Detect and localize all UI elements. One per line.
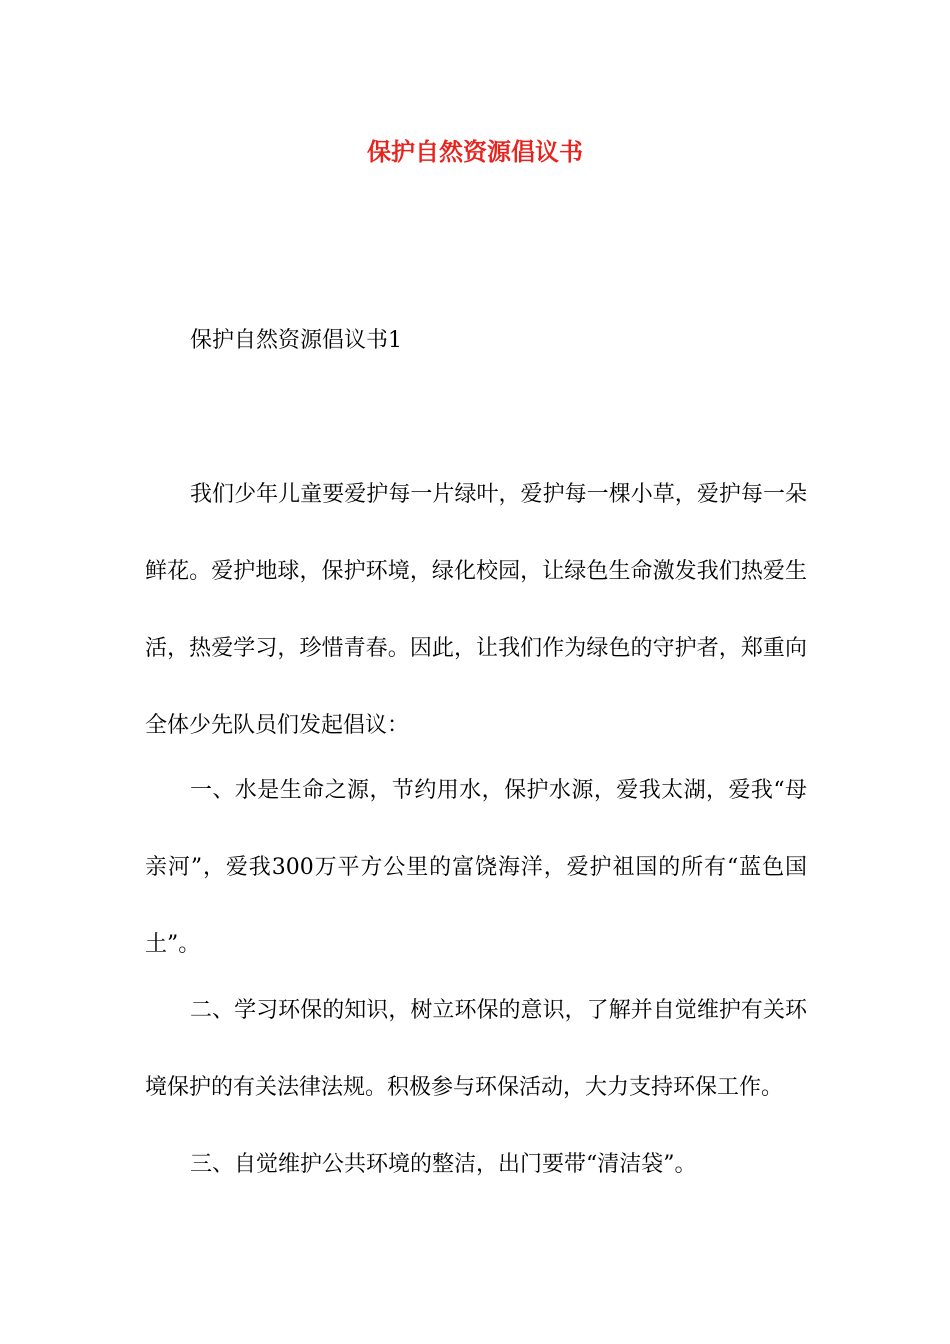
document-title: 保护自然资源倡议书 <box>367 138 583 166</box>
paragraph-intro: 我们少年儿童要爱护每一片绿叶，爱护每一棵小草，爱护每一朵鲜花。爱护地球，保护环境，绿化校园，让绿色生命激发我们热爱生活，热爱学习，珍惜青春。因此，让我们作为绿色的守护者，郑重向全体少先队员们发起倡议： <box>145 482 807 738</box>
paragraph-item-1: 一、水是生命之源，节约用水，保护水源，爱我太湖，爱我“母亲河”，爱我300万平方公里的富饶海洋，爱护祖国的所有“蓝色国土”。 <box>145 778 807 957</box>
paragraph-item-3: 三、自觉维护公共环境的整洁，出门要带“清洁袋”。 <box>190 1152 697 1177</box>
paragraph-item-2: 二、学习环保的知识，树立环保的意识，了解并自觉维护有关环境保护的有关法律法规。积极参与环保活动，大力支持环保工作。 <box>145 998 807 1100</box>
section-heading: 保护自然资源倡议书1 <box>190 328 402 353</box>
